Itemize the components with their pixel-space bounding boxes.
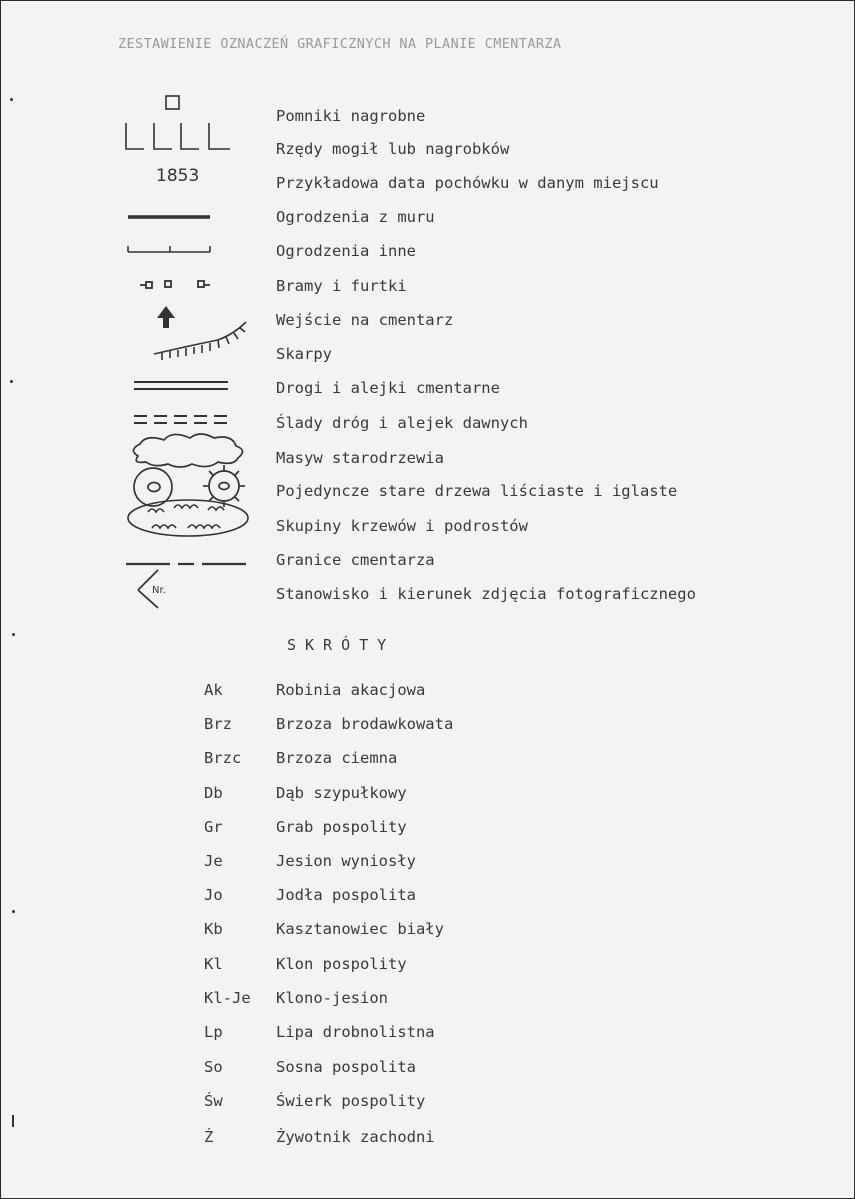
abbreviation-item [0, 1022, 855, 1046]
legend-item [0, 584, 855, 618]
abbreviation-item [0, 919, 855, 943]
abbreviation-name: Robinia akacjowa [276, 681, 426, 699]
abbreviation-code: Brz [204, 715, 232, 733]
photo-station-number: Nr. [152, 585, 166, 596]
legend-label: Ogrodzenia inne [276, 242, 416, 260]
legend-label: Granice cmentarza [276, 551, 435, 569]
burial-date-text: 1853 [156, 166, 200, 186]
abbreviation-name: Dąb szypułkowy [276, 784, 407, 802]
abbreviation-item [0, 783, 855, 807]
abbreviation-code: Lp [204, 1023, 223, 1041]
abbreviation-code: Ak [204, 681, 223, 699]
abbreviation-code: Je [204, 852, 223, 870]
abbreviation-item [0, 851, 855, 875]
legend-label: Ogrodzenia z muru [276, 208, 435, 226]
legend-label: Bramy i furtki [276, 277, 407, 295]
abbreviation-item [0, 988, 855, 1012]
abbreviation-item [0, 748, 855, 772]
abbreviation-name: Brzoza brodawkowata [276, 715, 454, 733]
document-heading: ZESTAWIENIE OZNACZEŃ GRAFICZNYCH NA PLANIE CMENTARZA [118, 36, 562, 52]
abbreviation-item [0, 680, 855, 704]
legend-label: Wejście na cmentarz [276, 311, 454, 329]
abbreviation-name: Sosna pospolita [276, 1058, 416, 1076]
abbreviation-item [0, 817, 855, 841]
margin-speck [12, 1115, 14, 1127]
legend-label: Skarpy [276, 345, 332, 363]
margin-speck [10, 98, 13, 101]
abbreviation-item [0, 714, 855, 738]
margin-speck [12, 633, 15, 636]
abbreviation-name: Brzoza ciemna [276, 749, 398, 767]
legend-label: Masyw starodrzewia [276, 449, 444, 467]
abbreviation-item [0, 885, 855, 909]
abbreviation-name: Lipa drobnolistna [276, 1023, 435, 1041]
legend-label: Drogi i alejki cmentarne [276, 379, 500, 397]
abbreviation-name: Klono-jesion [276, 989, 388, 1007]
legend-label: Rzędy mogił lub nagrobków [276, 140, 510, 158]
photo-station-icon [118, 572, 258, 618]
abbreviation-code: Kl-Je [204, 989, 251, 1007]
legend-label: Pojedyncze stare drzewa liściaste i iglaste [276, 482, 678, 500]
abbreviation-name: Świerk pospolity [276, 1092, 426, 1110]
abbreviation-item [0, 954, 855, 978]
abbreviation-name: Żywotnik zachodni [276, 1128, 435, 1146]
abbreviation-code: Db [204, 784, 223, 802]
abbreviation-name: Jodła pospolita [276, 886, 416, 904]
abbreviation-name: Kasztanowiec biały [276, 920, 444, 938]
legend-label: Skupiny krzewów i podrostów [276, 517, 528, 535]
abbreviation-item [0, 1057, 855, 1081]
abbreviations-title: SKRÓTY [287, 636, 396, 654]
abbreviation-item [0, 1127, 855, 1151]
abbreviation-code: Św [204, 1092, 223, 1110]
legend-label: Przykładowa data pochówku w danym miejscu [276, 174, 659, 192]
abbreviation-code: Kl [204, 955, 223, 973]
abbreviation-name: Grab pospolity [276, 818, 407, 836]
legend-label: Stanowisko i kierunek zdjęcia fotograficznego [276, 585, 696, 603]
margin-speck [12, 910, 15, 913]
abbreviation-code: So [204, 1058, 223, 1076]
abbreviation-code: Kb [204, 920, 223, 938]
abbreviation-code: Ż [204, 1128, 214, 1146]
abbreviation-code: Gr [204, 818, 223, 836]
abbreviation-item [0, 1091, 855, 1115]
legend-label: Pomniki nagrobne [276, 107, 426, 125]
abbreviation-code: Brzc [204, 749, 242, 767]
legend-label: Ślady dróg i alejek dawnych [276, 414, 528, 432]
abbreviation-name: Jesion wyniosły [276, 852, 416, 870]
abbreviation-name: Klon pospolity [276, 955, 407, 973]
abbreviation-code: Jo [204, 886, 223, 904]
